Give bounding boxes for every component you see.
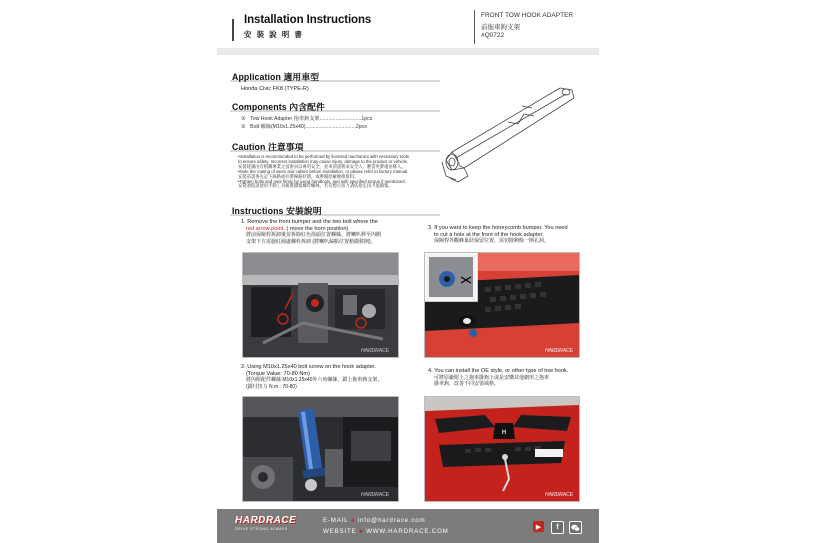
step-2-text: [241, 364, 421, 390]
step-3-text: [428, 225, 588, 245]
email-label: E-MAIL: [323, 517, 349, 524]
step-4-text: [428, 368, 588, 388]
footer: [217, 509, 599, 543]
bullet-icon: ●: [358, 528, 364, 535]
instructions-heading: Instructions 安裝說明: [232, 206, 322, 216]
youtube-icon[interactable]: ▶: [533, 521, 544, 532]
red-bumper-image: [425, 253, 579, 357]
component-item: [241, 125, 367, 130]
step-3-line-cn: 保險桿外觀蜂巢狀保留位置，需切除剩餘一開孔洞。: [434, 238, 550, 245]
component-number: ①: [241, 116, 246, 122]
step-1-line-cn: 將前保險桿拆卸後並拆除紅色箭頭位置螺絲，將喇叭移至內側: [246, 232, 382, 239]
components-heading: Components 內含配件: [232, 102, 325, 112]
step-3-photo: [424, 252, 580, 358]
step-2-line-cn-2: (鎖付扭力 N.m : 70-80): [246, 383, 297, 390]
svg-text:H: H: [501, 430, 507, 436]
page-title: Installation Instructions: [244, 14, 372, 26]
product-name-cn: 前拖車鉤支架: [481, 24, 520, 31]
step-1-photo: [242, 252, 399, 358]
step-2-line-en: [241, 364, 421, 371]
step-4-photo: [424, 396, 580, 502]
step-number: 4.: [428, 368, 433, 374]
step-number: 3.: [428, 225, 433, 231]
step-text: If you want to keep the honeycomb bumper. You need: [434, 225, 568, 231]
component-number: ②: [241, 124, 246, 130]
step-text: . ( move the horn position): [283, 225, 349, 232]
photo-watermark: HARDRACE: [361, 348, 390, 354]
caution-heading: Caution 注意事項: [232, 142, 304, 152]
caution-line: •Tighten bolts and nuts firmly by using handtools, and with specified torque if mentioned.: [238, 178, 406, 184]
step-3-line-en-2: to cut a hole at the front of the hook adapter.: [434, 231, 544, 238]
step-1-text: [241, 219, 431, 245]
step-1-line-cn-2: 支架下方需施紅圈處螺栓拆卸 (將喇叭偏點位置稍微移開)。: [246, 238, 376, 245]
hardrace-logo: [235, 515, 303, 537]
header-divider: [474, 10, 475, 44]
caution-line: •Installation is recommended to be performed by licensed mechanics with necessary tools: [238, 154, 409, 159]
brand-name: HARDRACE: [235, 515, 297, 526]
caution-line: 安裝建議由有相關專業之技術員以專用安全，並來須請務求安全入，應當更審處由修人。: [238, 163, 406, 169]
page-title-cn: 安 裝 說 明 書: [244, 30, 304, 39]
step-text: You can install the OE style, or other type of tow hook.: [434, 368, 569, 374]
caution-line: •Note the routing of wires and cables before installation, or please refer to factory manual.: [238, 168, 409, 174]
caution-list: [238, 155, 443, 189]
car-front-image: [425, 397, 579, 501]
part-number: #Q0722: [481, 32, 505, 39]
step-4-line-cn-2: 掛車鉤，改善不同安裝風格。: [434, 381, 500, 388]
step-text: Using M10x1.25x40 bolt screw on the hook adapter.: [247, 364, 376, 370]
facebook-icon[interactable]: f: [551, 521, 564, 534]
header-band: [217, 48, 599, 55]
bolt-install-image: [243, 397, 398, 501]
caution-line: 安裝前請事先記下線路或拉帶線路狀態，或參閱原廠維修資料。: [238, 173, 359, 179]
product-name: FRONT TOW HOOK ADAPTER: [481, 12, 574, 19]
step-text: Remove the front bumper and the two bolt where the: [247, 219, 378, 225]
brand-tagline: DRIVE STRONG ALWAYS: [235, 527, 288, 531]
photo-watermark: HARDRACE: [361, 492, 390, 498]
step-2-photo: [242, 396, 399, 502]
component-item: [241, 117, 372, 122]
step-1-line-en: [241, 219, 431, 226]
website-link[interactable]: WWW.HARDRACE.COM: [366, 528, 449, 535]
footer-email-line: [323, 517, 426, 524]
application-vehicle: Honda Civic FK8 (TYPE-R): [241, 86, 309, 92]
website-label: WEBSITE: [323, 528, 357, 535]
step-2-line-cn: 將內附配件螺絲 M10x1.25x40外六角螺絲，鎖上拖車鉤支架。: [246, 377, 383, 384]
caution-line: to ensure safety. Incorrect installation may cause injury, damage to the product or vehicle.: [238, 158, 409, 164]
step-4-line-en: [428, 368, 588, 375]
component-text: Tow Hook Adapter 拖車鉤支架.............................1pcs: [250, 116, 373, 122]
application-heading: Application 適用車型: [232, 72, 320, 82]
step-4-line-cn: 可將原廠附上之拖車掛鉤上或是安購其他網形之拖車: [434, 374, 550, 381]
red-arrow-label: red arrow point: [246, 225, 284, 232]
step-number: 1.: [241, 219, 246, 225]
tow-hook-adapter-drawing: [438, 78, 588, 188]
photo-watermark: HARDRACE: [545, 348, 574, 354]
caution-line: 安裝過程請使用手動工具確實鎖緊螺母螺絲，若有標示扭力請依指定扭力值鎖緊。: [238, 183, 393, 189]
step-3-line-en: [428, 225, 588, 232]
bullet-icon: ●: [350, 517, 356, 524]
email-link[interactable]: info@hardrace.com: [357, 517, 426, 524]
footer-website-line: [323, 528, 449, 535]
photo-watermark: HARDRACE: [545, 492, 574, 498]
engine-bay-image: [243, 253, 398, 357]
wechat-icon[interactable]: [569, 521, 582, 534]
component-text: Bolt 螺絲(M10x1.25x40)...................................2pcs: [250, 124, 367, 130]
header-accent-rule: [232, 19, 234, 41]
step-2-torque: (Torque Value: 70-80 Nm): [246, 370, 310, 377]
step-number: 2.: [241, 364, 246, 370]
